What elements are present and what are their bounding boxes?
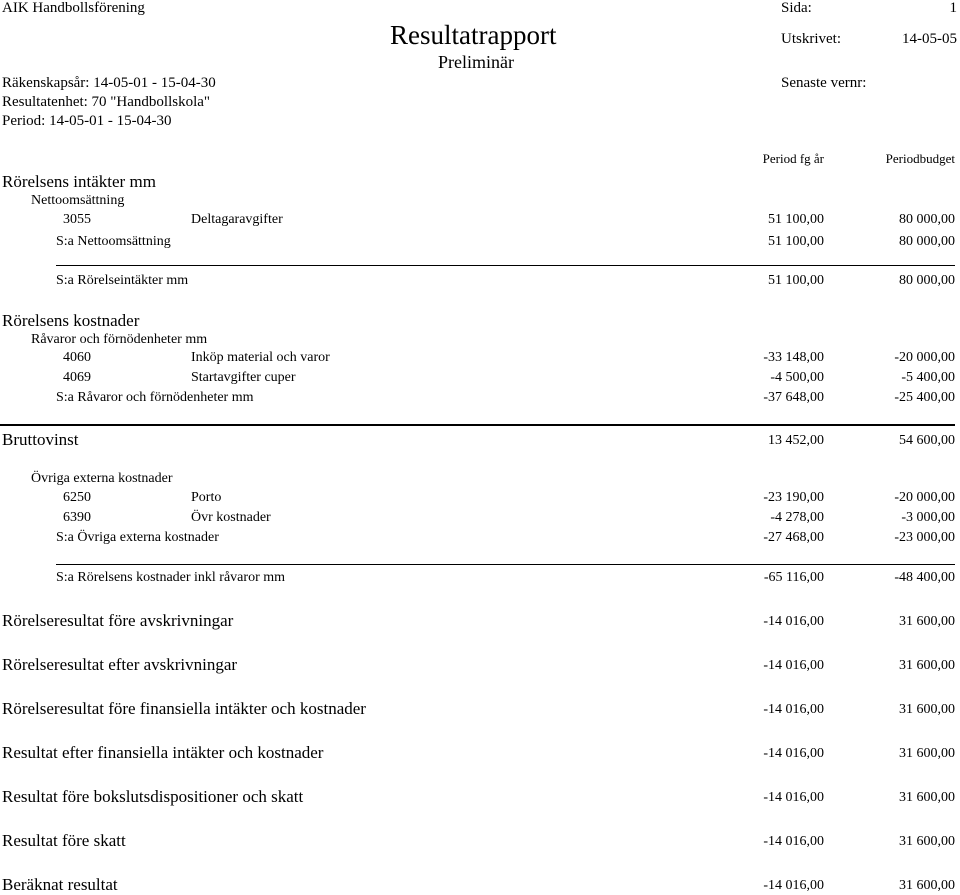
last-vernr-label: Senaste vernr: [781, 75, 867, 91]
value-period-fg-ar: -27 468,00 [763, 530, 824, 545]
value-periodbudget: -3 000,00 [901, 510, 955, 525]
value-period-fg-ar: -14 016,00 [763, 878, 824, 893]
account-code: 3055 [63, 212, 91, 227]
company-name: AIK Handbollsförening [2, 0, 145, 16]
section-heading: Rörelsens kostnader [2, 311, 140, 330]
total-label: Resultat efter finansiella intäkter och kostnader [2, 743, 324, 762]
total-label: Rörelseresultat före avskrivningar [2, 611, 234, 630]
value-periodbudget: 31 600,00 [899, 702, 955, 717]
value-period-fg-ar: -33 148,00 [763, 350, 824, 365]
group-heading: Råvaror och förnödenheter mm [31, 332, 208, 347]
fiscal-year: Räkenskapsår: 14-05-01 - 15-04-30 [2, 75, 216, 91]
printed-date: 14-05-05 [902, 31, 957, 47]
value-periodbudget: -20 000,00 [894, 350, 955, 365]
page-label: Sida: [781, 0, 812, 16]
value-periodbudget: 31 600,00 [899, 834, 955, 849]
subtotal-label: S:a Rörelsens kostnader inkl råvaror mm [56, 570, 286, 585]
section-heading: Rörelsens intäkter mm [2, 172, 156, 191]
divider-line [56, 564, 955, 565]
value-periodbudget: 80 000,00 [899, 273, 955, 288]
value-periodbudget: -48 400,00 [894, 570, 955, 585]
subtotal-label: S:a Övriga externa kostnader [56, 530, 219, 545]
value-period-fg-ar: -14 016,00 [763, 746, 824, 761]
value-period-fg-ar: -14 016,00 [763, 614, 824, 629]
total-label: Resultat före bokslutsdispositioner och skatt [2, 787, 304, 806]
report-subtitle: Preliminär [438, 52, 514, 72]
value-periodbudget: 80 000,00 [899, 212, 955, 227]
printed-label: Utskrivet: [781, 31, 841, 47]
value-periodbudget: 31 600,00 [899, 614, 955, 629]
total-label: Beräknat resultat [2, 875, 118, 894]
account-code: 4060 [63, 350, 91, 365]
value-periodbudget: 31 600,00 [899, 658, 955, 673]
value-period-fg-ar: -14 016,00 [763, 702, 824, 717]
group-heading: Nettoomsättning [31, 193, 125, 208]
divider-line [56, 265, 955, 266]
account-code: 6250 [63, 490, 91, 505]
value-period-fg-ar: 51 100,00 [768, 234, 824, 249]
column-header-periodbudget: Periodbudget [885, 151, 955, 166]
value-period-fg-ar: 51 100,00 [768, 273, 824, 288]
page-number: 1 [949, 0, 957, 16]
subtotal-label: S:a Rörelseintäkter mm [56, 273, 189, 288]
subtotal-label: S:a Nettoomsättning [56, 234, 171, 249]
subtotal-label: S:a Råvaror och förnödenheter mm [56, 390, 254, 405]
value-period-fg-ar: -14 016,00 [763, 834, 824, 849]
value-periodbudget: -23 000,00 [894, 530, 955, 545]
group-heading: Övriga externa kostnader [31, 471, 173, 486]
value-period-fg-ar: -65 116,00 [763, 570, 824, 585]
value-period-fg-ar: -4 500,00 [770, 370, 824, 385]
value-periodbudget: 31 600,00 [899, 878, 955, 893]
value-periodbudget: 31 600,00 [899, 746, 955, 761]
value-period-fg-ar: -14 016,00 [763, 790, 824, 805]
value-period-fg-ar: -4 278,00 [770, 510, 824, 525]
account-code: 6390 [63, 510, 91, 525]
value-periodbudget: -20 000,00 [894, 490, 955, 505]
total-label: Bruttovinst [2, 430, 79, 449]
value-periodbudget: -5 400,00 [901, 370, 955, 385]
value-periodbudget: 31 600,00 [899, 790, 955, 805]
account-name: Startavgifter cuper [191, 370, 296, 385]
value-periodbudget: 80 000,00 [899, 234, 955, 249]
total-label: Resultat före skatt [2, 831, 126, 850]
value-periodbudget: -25 400,00 [894, 390, 955, 405]
account-name: Porto [191, 490, 222, 505]
divider-line [0, 424, 955, 426]
total-label: Rörelseresultat före finansiella intäkter och kostnader [2, 699, 366, 718]
account-name: Deltagaravgifter [191, 212, 283, 227]
column-header-period-fg-ar: Period fg år [762, 151, 824, 166]
result-unit: Resultatenhet: 70 "Handbollskola" [2, 94, 211, 110]
account-name: Övr kostnader [191, 510, 271, 525]
value-periodbudget: 54 600,00 [899, 433, 955, 448]
report-title: Resultatrapport [390, 20, 557, 50]
period: Period: 14-05-01 - 15-04-30 [2, 113, 172, 129]
account-name: Inköp material och varor [191, 350, 330, 365]
value-period-fg-ar: -14 016,00 [763, 658, 824, 673]
total-label: Rörelseresultat efter avskrivningar [2, 655, 238, 674]
value-period-fg-ar: 51 100,00 [768, 212, 824, 227]
account-code: 4069 [63, 370, 91, 385]
value-period-fg-ar: -23 190,00 [763, 490, 824, 505]
value-period-fg-ar: 13 452,00 [768, 433, 824, 448]
value-period-fg-ar: -37 648,00 [763, 390, 824, 405]
